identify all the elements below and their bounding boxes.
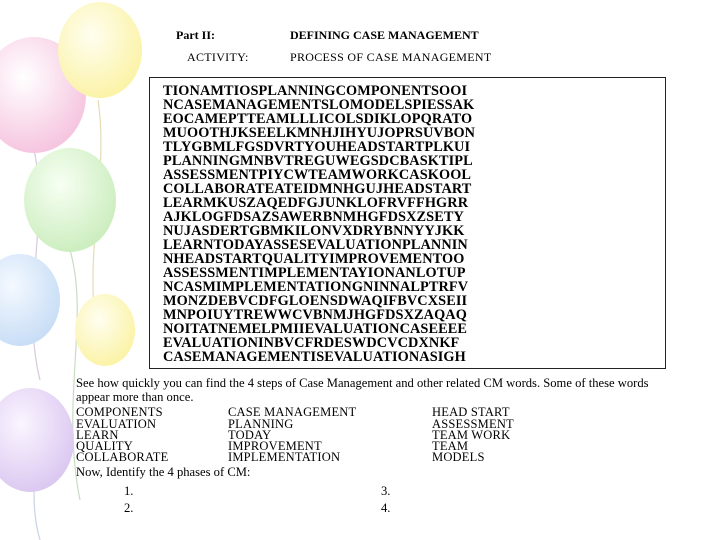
puzzle-row: AJKLOGFDSAZSAWERBNMHGFDSXZSETY	[163, 209, 464, 225]
identify-prompt: Now, Identify the 4 phases of CM:	[76, 465, 251, 479]
puzzle-row: MNPOIUYTREWWCVBNMJHGFDSXZAQAQ	[163, 307, 467, 323]
puzzle-row: EVALUATIONINBVCFRDESWDCVCDXNKF	[163, 335, 460, 351]
puzzle-row: TLYGBMLFGSDVRTYOUHEADSTARTPLKUI	[163, 139, 471, 155]
puzzle-row: LEARMKUSZAQEDFGJUNKLOFRVFFHGRR	[163, 195, 469, 211]
puzzle-row: NHEADSTARTQUALITYIMPROVEMENTOO	[163, 251, 465, 267]
puzzle-row: EOCAMEPTTEAMLLLICOLSDIKLOPQRATO	[163, 111, 473, 127]
word-bank-item: MODELS	[432, 450, 485, 464]
answer-blank-4: 4.	[381, 501, 391, 515]
page-title: DEFINING CASE MANAGEMENT	[290, 28, 479, 42]
puzzle-row: NCASMIMPLEMENTATIONGNINNALPTRFV	[163, 279, 469, 295]
word-bank-item: HEAD START	[432, 405, 510, 419]
puzzle-row: MONZDEBVCDFGLOENSDWAQIFBVCXSEII	[163, 293, 468, 309]
activity-title: PROCESS OF CASE MANAGEMENT	[290, 50, 492, 64]
puzzle-row: ASSESSMENTPIYCWTEAMWORKCASKOOL	[163, 167, 472, 183]
word-bank-item: LEARN	[76, 428, 119, 442]
answer-blank-1: 1.	[124, 484, 134, 498]
word-bank-item: COMPONENTS	[76, 405, 163, 419]
word-bank-item: IMPROVEMENT	[228, 439, 322, 453]
word-bank-item: PLANNING	[228, 417, 294, 431]
word-bank-item: IMPLEMENTATION	[228, 450, 341, 464]
word-bank-item: CASE MANAGEMENT	[228, 405, 357, 419]
puzzle-row: TIONAMTIOSPLANNINGCOMPONENTSOOI	[163, 83, 468, 99]
word-bank-item: TEAM WORK	[432, 428, 511, 442]
puzzle-row: NOITATNEMELPMIIEVALUATIONCASEEEE	[163, 321, 468, 337]
part-label: Part II:	[176, 28, 215, 42]
word-bank-item: ASSESSMENT	[432, 417, 514, 431]
answer-blank-3: 3.	[381, 484, 391, 498]
word-bank-item: COLLABORATE	[76, 450, 169, 464]
puzzle-row: PLANNINGMNBVTREGUWEGSDCBASKTIPL	[163, 153, 473, 169]
puzzle-row: LEARNTODAYASSESEVALUATIONPLANNIN	[163, 237, 468, 253]
answer-blank-2: 2.	[124, 501, 134, 515]
word-search-grid	[149, 77, 666, 369]
puzzle-row: NUJASDERTGBMKILONVXDRYBNNYYJKK	[163, 223, 465, 239]
puzzle-row: MUOOTHJKSEELKMNHJIHYUJOPRSUVBON	[163, 125, 476, 141]
puzzle-row: CASEMANAGEMENTISEVALUATIONASIGH	[163, 349, 466, 365]
word-bank-item: TEAM	[432, 439, 469, 453]
activity-label: ACTIVITY:	[187, 50, 249, 64]
puzzle-row: COLLABORATEATEIDMNHGUJHEADSTART	[163, 181, 472, 197]
word-bank-item: TODAY	[228, 428, 272, 442]
word-bank-item: QUALITY	[76, 439, 133, 453]
instructions: See how quickly you can find the 4 steps of Case Management and other related CM words. Some of these words appear more than once.	[76, 376, 649, 404]
word-bank-item: EVALUATION	[76, 417, 157, 431]
puzzle-row: NCASEMANAGEMENTSLOMODELSPIESSAK	[163, 97, 475, 113]
puzzle-row: ASSESSMENTIMPLEMENTAYIONANLOTUP	[163, 265, 466, 281]
